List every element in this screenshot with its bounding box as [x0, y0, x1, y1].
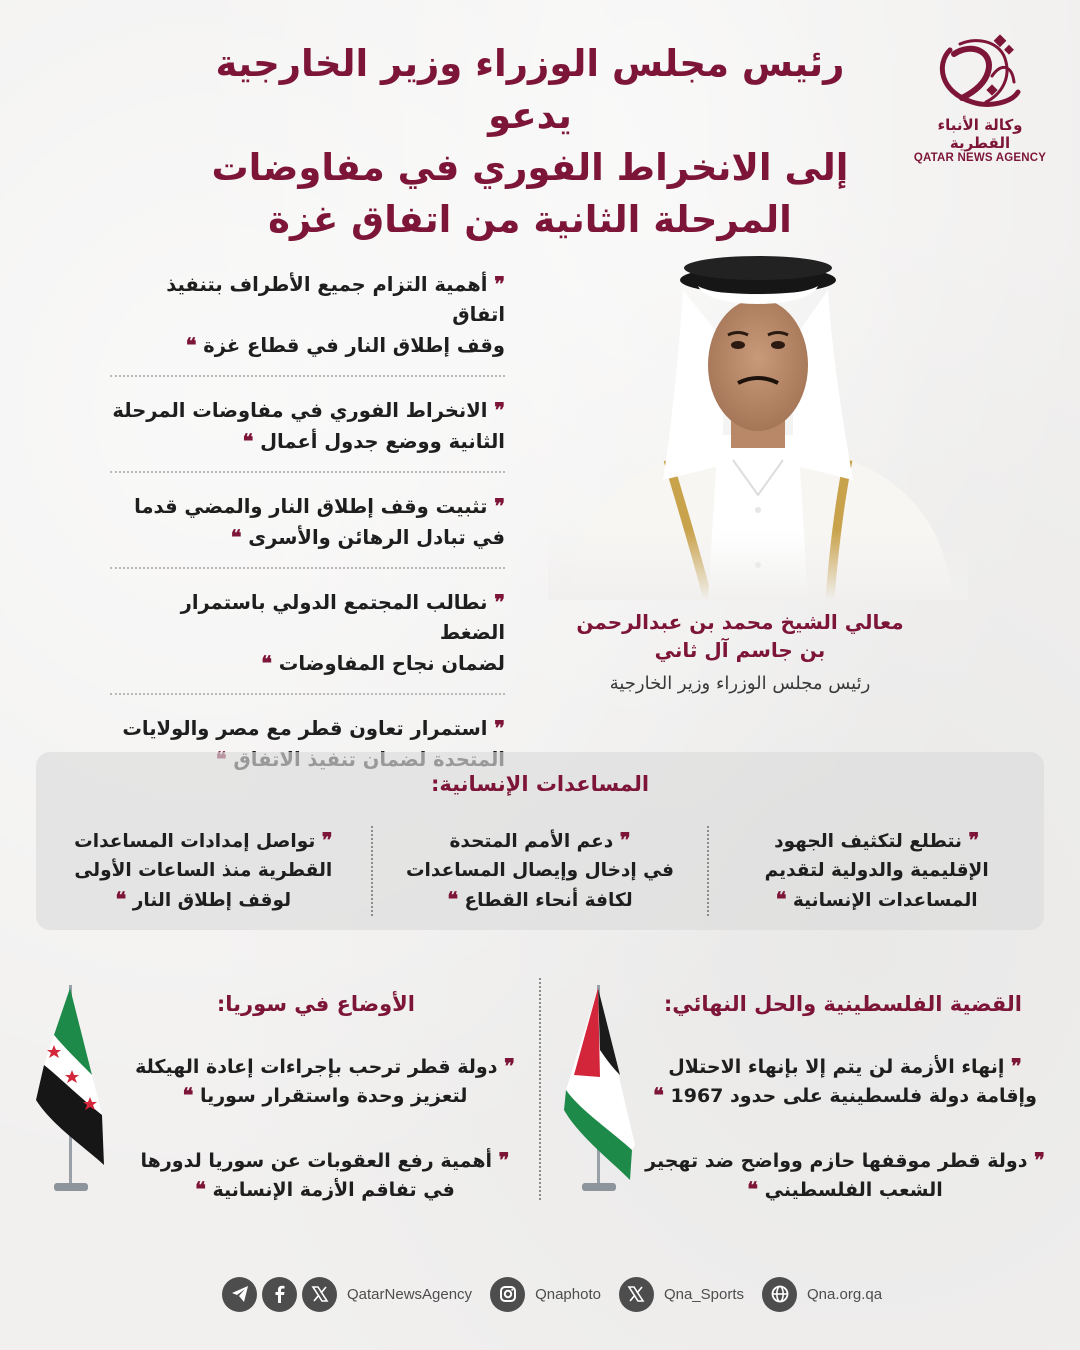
key-point-item — [110, 391, 505, 473]
aid-text: دعم الأمم المتحدة — [449, 831, 614, 852]
aid-text: لكافة أنحاء القطاع — [464, 890, 633, 911]
key-point-text: وقف إطلاق النار في قطاع غزة — [203, 334, 505, 357]
syria-item — [125, 1146, 525, 1204]
person-name-line-1: معالي الشيخ محمد بن عبدالرحمن — [576, 610, 904, 634]
open-quote-icon: ❞ — [494, 716, 505, 740]
open-quote-icon: ❞ — [321, 828, 333, 852]
social-handle-qnaphoto[interactable]: Qnaphoto — [535, 1285, 601, 1303]
key-point-text: أهمية التزام جميع الأطراف بتنفيذ اتفاق — [166, 273, 505, 326]
open-quote-icon: ❞ — [494, 494, 505, 518]
open-quote-icon: ❞ — [498, 1148, 510, 1172]
headline-line: رئيس مجلس الوزراء وزير الخارجية يدعو — [215, 42, 845, 137]
instagram-icon[interactable] — [490, 1277, 525, 1312]
key-point-text: تثبيت وقف إطلاق النار والمضي قدما — [134, 495, 488, 518]
syria-item-text: دولة قطر ترحب بإجراءات إعادة الهيكلة — [135, 1056, 498, 1078]
open-quote-icon: ❞ — [968, 828, 980, 852]
syria-item — [125, 1052, 525, 1110]
open-quote-icon: ❞ — [619, 828, 631, 852]
key-point-text: نطالب المجتمع الدولي باستمرار الضغط — [180, 591, 505, 644]
close-quote-icon: ❝ — [242, 429, 254, 453]
portrait-photo — [548, 250, 968, 600]
aid-text: تواصل إمدادات المساعدات — [74, 831, 316, 852]
close-quote-icon: ❝ — [115, 887, 127, 911]
syria-item-text: لتعزيز وحدة واستقرار سوريا — [199, 1085, 468, 1107]
aid-text: نتطلع لتكثيف الجهود — [774, 831, 963, 852]
palestine-section-title: القضية الفلسطينية والحل النهائي: — [663, 992, 1022, 1016]
person-title: رئيس مجلس الوزراء وزير الخارجية — [609, 673, 871, 694]
syria-section-title: الأوضاع في سوريا: — [216, 992, 415, 1016]
key-point-text: الثانية ووضع جدول أعمال — [260, 430, 505, 453]
syria-flag-icon — [32, 985, 112, 1204]
palestine-item-text: دولة قطر موقفها حازم وواضح ضد تهجير — [645, 1150, 1028, 1172]
open-quote-icon: ❞ — [1034, 1148, 1045, 1172]
close-quote-icon: ❝ — [185, 333, 197, 357]
aid-text: القطرية منذ الساعات الأولى — [74, 860, 333, 881]
palestine-flag-icon — [560, 985, 640, 1204]
palestine-item-text: وإقامة دولة فلسطينية على حدود 1967 — [670, 1085, 1037, 1107]
aid-column — [709, 826, 1044, 916]
key-points-list — [110, 265, 505, 803]
headline-line: إلى الانخراط الفوري في مفاوضات — [211, 146, 849, 189]
social-footer — [222, 1276, 900, 1312]
qna-logo — [905, 32, 1055, 162]
aid-text: الإقليمية والدولية لتقديم — [764, 860, 989, 881]
close-quote-icon: ❝ — [653, 1083, 664, 1107]
syria-item-text: في تفاقم الأزمة الإنسانية — [212, 1179, 455, 1201]
aid-text: لوقف إطلاق النار — [132, 890, 292, 911]
key-point-item — [110, 265, 505, 377]
key-point-text: الانخراط الفوري في مفاوضات المرحلة — [112, 399, 488, 422]
qna-emblem-icon — [932, 32, 1028, 114]
x-icon[interactable] — [619, 1277, 654, 1312]
globe-icon[interactable] — [762, 1277, 797, 1312]
aid-text: المساعدات الإنسانية — [792, 890, 978, 911]
close-quote-icon: ❝ — [775, 887, 787, 911]
palestine-item-text: الشعب الفلسطيني — [764, 1179, 943, 1201]
section-divider — [539, 978, 541, 1200]
headline-line: المرحلة الثانية من اتفاق غزة — [268, 198, 792, 241]
close-quote-icon: ❝ — [195, 1177, 206, 1201]
humanitarian-aid-panel — [36, 752, 1044, 930]
x-icon[interactable] — [302, 1277, 337, 1312]
key-point-item — [110, 487, 505, 569]
close-quote-icon: ❝ — [261, 651, 272, 675]
close-quote-icon: ❝ — [447, 887, 459, 911]
aid-column — [373, 826, 710, 916]
logo-english-name: QATAR NEWS AGENCY — [913, 152, 1047, 164]
person-name-line-2: بن جاسم آل ثاني — [654, 638, 826, 662]
close-quote-icon: ❝ — [747, 1177, 759, 1201]
open-quote-icon: ❞ — [494, 272, 505, 296]
telegram-icon[interactable] — [222, 1277, 257, 1312]
palestine-item — [640, 1146, 1050, 1204]
key-point-text: استمرار تعاون قطر مع مصر والولايات — [122, 717, 488, 740]
social-handle-qatarnewsagency[interactable]: QatarNewsAgency — [347, 1285, 473, 1303]
close-quote-icon: ❝ — [182, 1083, 194, 1107]
aid-column — [36, 826, 373, 916]
page-headline — [210, 38, 850, 246]
logo-arabic-name: وكالة الأنباء القطرية — [937, 116, 1023, 152]
syria-section — [125, 992, 525, 1240]
syria-item-text: أهمية رفع العقوبات عن سوريا لدورها — [140, 1150, 493, 1172]
facebook-icon[interactable] — [262, 1277, 297, 1312]
humanitarian-aid-columns — [36, 826, 1044, 916]
open-quote-icon: ❞ — [504, 1054, 515, 1078]
aid-text: في إدخال وإيصال المساعدات — [405, 860, 675, 881]
palestine-section — [640, 992, 1050, 1240]
website-link[interactable]: Qna.org.qa — [807, 1285, 883, 1303]
person-caption — [560, 608, 920, 700]
key-point-text: في تبادل الرهائن والأسرى — [248, 526, 505, 549]
humanitarian-aid-title: المساعدات الإنسانية: — [430, 772, 650, 796]
palestine-item-text: إنهاء الأزمة لن يتم إلا بإنهاء الاحتلال — [668, 1056, 1005, 1078]
social-handle-qna-sports[interactable]: Qna_Sports — [663, 1285, 744, 1303]
close-quote-icon: ❝ — [230, 525, 242, 549]
palestine-item — [640, 1052, 1050, 1110]
open-quote-icon: ❞ — [494, 590, 505, 614]
open-quote-icon: ❞ — [494, 398, 505, 422]
key-point-text: لضمان نجاح المفاوضات — [278, 652, 505, 675]
open-quote-icon: ❞ — [1010, 1054, 1022, 1078]
key-point-item — [110, 583, 505, 695]
